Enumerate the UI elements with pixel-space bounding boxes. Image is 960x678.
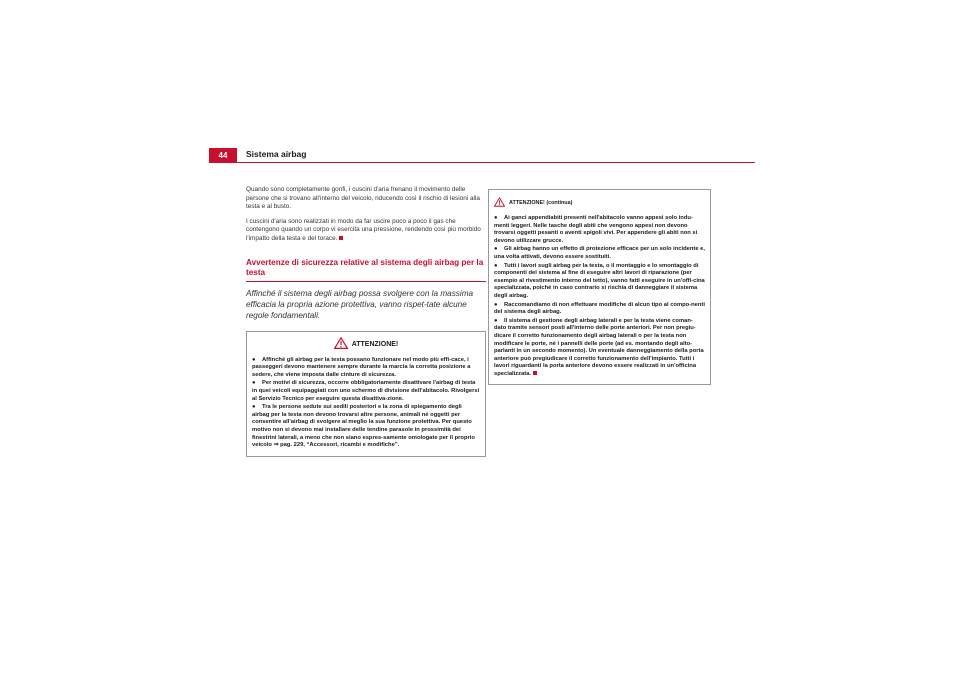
warning-bullet: ● Ai ganci appendiabiti presenti nell'abitacolo vanno appesi solo indu-menti leggeri. Nelle tasche degli abiti che vengono appesi non devono trovarsi oggetti pesanti o aventi spigoli vivi. Per appendere gli abiti non si devono utilizzare grucce.	[494, 215, 698, 244]
warning-triangle-icon	[334, 336, 348, 354]
warning-bullet: ● Per motivi di sicurezza, occorre obbligatoriamente disattivare l'airbag di testa in quei veicoli equipaggiati con uno schermo di divisione dell'abitacolo. Rivolgersi al Servizio Tecnico per eseguire questa disattiva-zione.	[252, 380, 480, 402]
warning-bullet: ● Tutti i lavori sugli airbag per la testa, o il montaggio e lo smontaggio di componenti del sistema al fine di eseguire altri lavori di riparazione (per esempio al rivestimento interno del tetto), vanno fatti eseguire in un'offi-cina specializzata, poiché in caso contrario si rischia di danneggiare il sistema degli airbag.	[494, 262, 705, 299]
page-number: 44	[209, 148, 237, 162]
warning-box	[246, 331, 486, 457]
paragraph-1: Quando sono completamente gonfi, i cuscini d'aria frenano il movimento delle persone che si trovano all'interno del veicolo, riducendo così il rischio di lesioni alla testa e al busto.	[246, 186, 480, 211]
page-header-title: Sistema airbag	[246, 149, 307, 159]
bullet-icon: ●	[252, 356, 256, 363]
warning-header	[494, 194, 705, 212]
warning-bullet: ● Tra le persone sedute sui sedili posteriori e la zona di spiegamento degli airbag per la testa non devono trovarsi altre persone, animali né oggetti per consentire all'airbag di svolgere al meglio la sua funzione protettiva. Per questo motivo non si devono mai installare delle tendine parasole in prossimità dei finestrini laterali, a meno che non siano espres-samente omologate per il proprio veicolo ⇒ pag. 229, “Accessori, ricambi e modifiche”.	[252, 404, 475, 449]
right-column	[488, 189, 711, 385]
warning-triangle-icon	[494, 194, 505, 212]
section-intro: Affinché il sistema degli airbag possa svolgere con la massima efficacia la propria azione protettiva, vanno rispet-tate alcune regole fondamentali.	[246, 288, 474, 320]
cross-reference-arrow: ⇒	[273, 442, 279, 449]
warning-title: ATTENZIONE! (continua)	[509, 200, 573, 206]
section-title: Avvertenze di sicurezza relative al sistema degli airbag per la testa	[246, 258, 486, 282]
warning-bullet: ● Affinché gli airbag per la testa possano funzionare nel modo più effi-cace, i passeggeri devono mantenere sempre durante la marcia la corretta posizione a sedere, che viene imposta dalle cinture di sicurezza.	[252, 356, 471, 378]
left-column	[246, 186, 486, 457]
warning-bullet: ● Il sistema di gestione degli airbag laterali e per la testa viene coman-dato tramite sensori posti all'interno delle porte anteriori. Per non pregiu-dicare il corretto funzionamento degli airbag laterali o per la testa non modificare le porte, né i pannelli delle porte (ad es. montando degli alto-parlanti in un secondo momento). Un eventuale danneggiamento della porta anteriore può pregiudicare il corretto funzionamento dell'impianto. Tutti i lavori riguardanti la porta anteriore devono essere realizzati in un'officina specializzata.	[494, 317, 704, 377]
bullet-icon: ●	[494, 317, 498, 324]
bullet-icon: ●	[252, 380, 256, 387]
header-divider	[209, 162, 755, 163]
warning-bullet: ● Gli airbag hanno un effetto di protezione efficace per un solo incidente e, una volta attivati, devono essere sostituiti.	[494, 246, 705, 260]
warning-box-continued	[488, 189, 711, 385]
warning-title: ATTENZIONE!	[351, 341, 399, 349]
bullet-icon: ●	[252, 404, 256, 411]
end-of-section-icon	[339, 236, 343, 240]
bullet-icon: ●	[494, 215, 498, 221]
cross-reference-link[interactable]: pag. 229, “Accessori, ricambi e modifiche”.	[280, 442, 400, 449]
warning-header	[252, 336, 480, 354]
bullet-icon: ●	[494, 262, 498, 269]
bullet-icon: ●	[494, 301, 498, 308]
warning-bullet: ● Raccomandiamo di non effettuare modifiche di alcun tipo al compo-nenti del sistema degli airbag.	[494, 301, 705, 316]
paragraph-2: I cuscini d'aria sono realizzati in modo da far uscire poco a poco il gas che contengono quando un corpo vi esercita una pressione, rendendo così più morbido l'impatto della testa e del torace.	[246, 217, 481, 242]
bullet-icon: ●	[494, 246, 498, 253]
end-of-section-icon	[533, 371, 537, 375]
